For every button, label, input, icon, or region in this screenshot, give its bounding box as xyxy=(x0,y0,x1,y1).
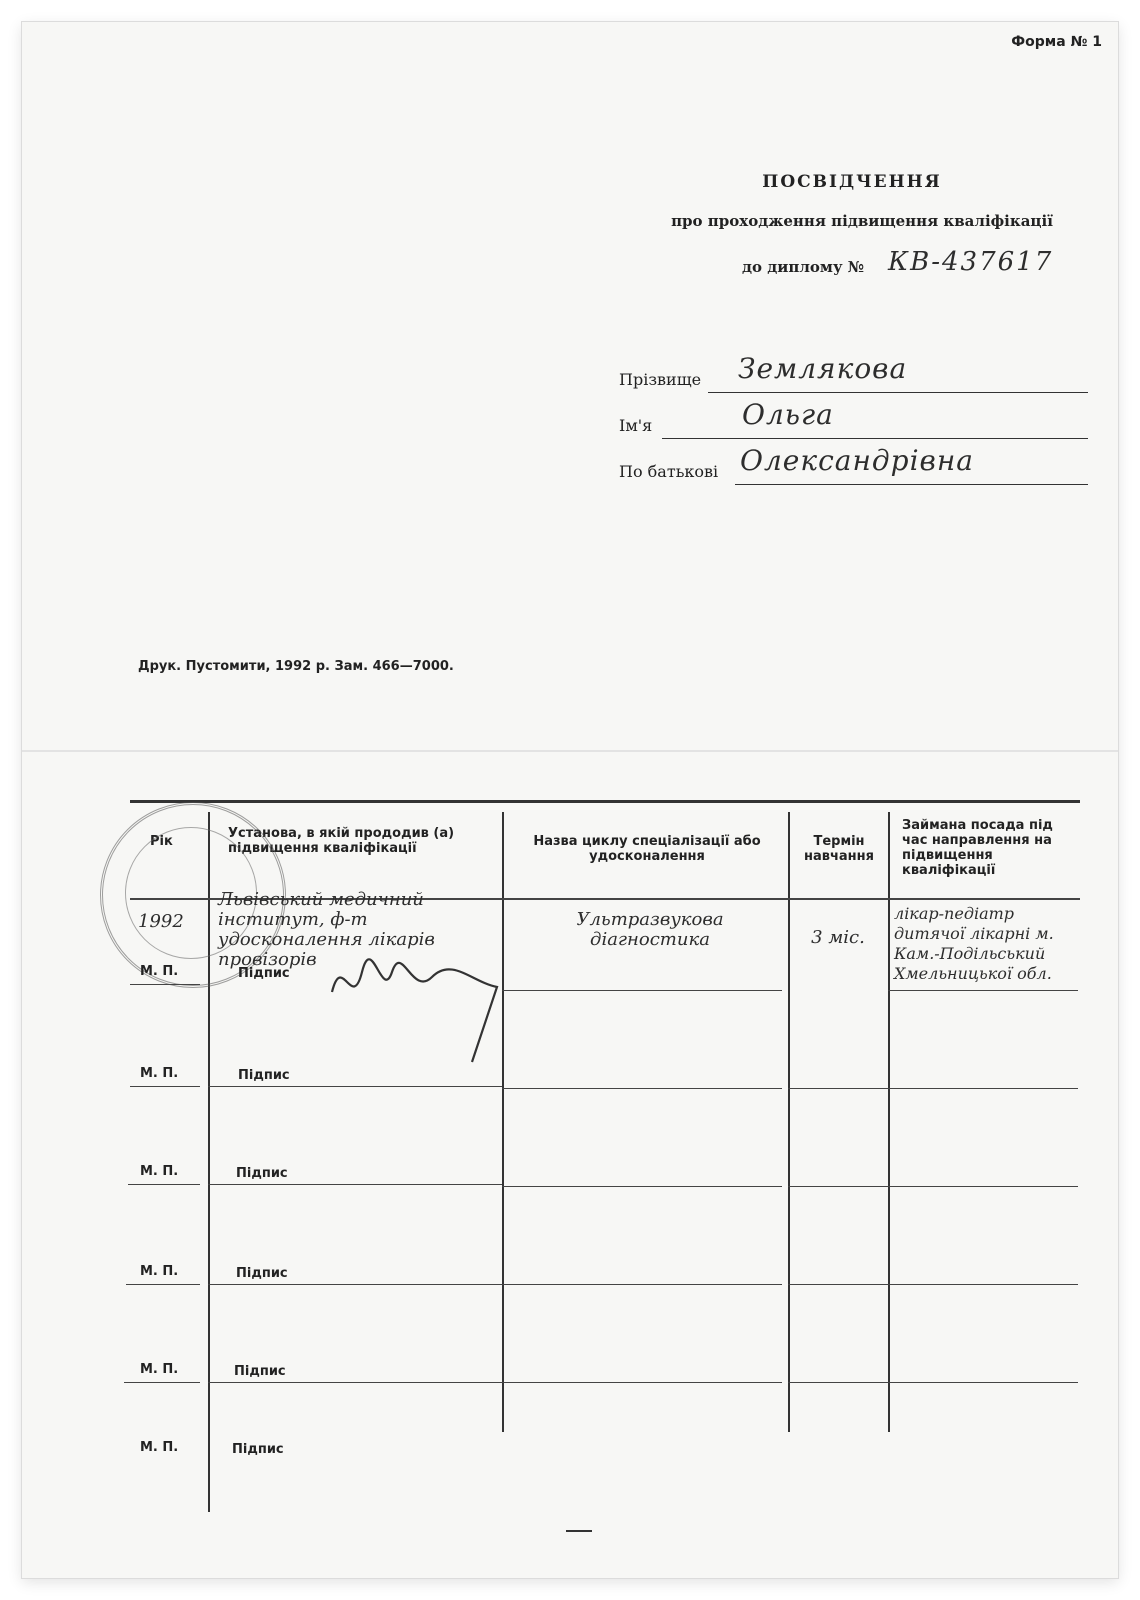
cycle-row-rule xyxy=(502,990,782,991)
patronymic-value: Олександрівна xyxy=(740,444,974,477)
page-fold xyxy=(22,750,1118,752)
entry-term: 3 міс. xyxy=(811,927,865,948)
signature-label: Підпис xyxy=(236,1266,288,1281)
signature-label: Підпис xyxy=(232,1442,284,1457)
position-row-rule xyxy=(888,1186,1078,1187)
patronymic-underline xyxy=(735,484,1088,485)
signature-underline xyxy=(208,1086,502,1087)
printer-note: Друк. Пустомити, 1992 р. Зам. 466—7000. xyxy=(138,659,454,674)
stamp-place-label: М. П. xyxy=(140,1164,179,1179)
stamp-place-underline xyxy=(128,1184,200,1185)
stamp-place-label: М. П. xyxy=(140,964,179,979)
signature-underline xyxy=(208,1284,502,1285)
document-title: ПОСВІДЧЕННЯ xyxy=(762,172,942,192)
document-page xyxy=(22,22,1118,1578)
term-row-rule xyxy=(788,1186,888,1187)
table-divider-institution xyxy=(502,812,504,1432)
cycle-row-rule xyxy=(502,1284,782,1285)
entry-year: 1992 xyxy=(138,911,184,932)
term-row-rule xyxy=(788,1088,888,1089)
table-divider-cycle xyxy=(788,812,790,1432)
page-mark xyxy=(566,1530,592,1532)
signature-underline xyxy=(208,1382,502,1383)
cycle-row-rule xyxy=(502,1186,782,1187)
stamp-place-label: М. П. xyxy=(140,1264,179,1279)
stamp-place-label: М. П. xyxy=(140,1066,179,1081)
stamp-place-underline xyxy=(126,1284,200,1285)
header-institution: Установа, в якій прододив (а) підвищення кваліфікації xyxy=(228,826,455,856)
entry-institution: Львівський медичний інститут, ф-т удосконалення лікарів провізорів xyxy=(218,889,435,970)
position-row-rule xyxy=(888,990,1078,991)
header-cycle: Назва циклу спеціалізації або удосконалення xyxy=(533,834,761,864)
header-position: Займана посада під час направлення на підвищення кваліфікації xyxy=(902,818,1053,878)
signature-label: Підпис xyxy=(236,1166,288,1181)
signature-label: Підпис xyxy=(238,966,290,981)
patronymic-label: По батькові xyxy=(619,462,719,481)
diploma-label: до диплому № xyxy=(742,258,865,276)
signature-label: Підпис xyxy=(234,1364,286,1379)
table-top-rule xyxy=(130,800,1080,803)
cycle-row-rule xyxy=(502,1382,782,1383)
surname-label: Прізвище xyxy=(619,370,702,389)
stamp-place-label: М. П. xyxy=(140,1440,179,1455)
surname-underline xyxy=(708,392,1088,393)
stamp-place-label: М. П. xyxy=(140,1362,179,1377)
cycle-row-rule xyxy=(502,1088,782,1089)
name-value: Ольга xyxy=(742,398,834,431)
header-term: Термін навчання xyxy=(804,834,874,864)
signature-underline xyxy=(208,1184,502,1185)
stamp-place-underline xyxy=(130,1086,200,1087)
position-row-rule xyxy=(888,1284,1078,1285)
handwritten-signature xyxy=(322,942,512,1072)
position-row-rule xyxy=(888,1088,1078,1089)
term-row-rule xyxy=(788,1382,888,1383)
diploma-number: КВ-437617 xyxy=(888,247,1054,277)
term-row-rule xyxy=(788,1284,888,1285)
entry-position: лікар-педіатр дитячої лікарні м. Кам.-Подільський Хмельницької обл. xyxy=(894,904,1054,983)
document-subtitle: про проходження підвищення кваліфікації xyxy=(671,212,1053,230)
stamp-place-underline xyxy=(124,1382,200,1383)
form-number: Форма № 1 xyxy=(1011,34,1102,50)
name-label: Ім'я xyxy=(619,416,653,435)
entry-cycle: Ультразвукова діагностика xyxy=(576,909,724,950)
name-underline xyxy=(662,438,1088,439)
header-year: Рік xyxy=(150,834,173,849)
table-divider-term xyxy=(888,812,890,1432)
signature-label: Підпис xyxy=(238,1068,290,1083)
stamp-place-underline xyxy=(130,984,200,985)
position-row-rule xyxy=(888,1382,1078,1383)
surname-value: Землякова xyxy=(738,352,908,385)
